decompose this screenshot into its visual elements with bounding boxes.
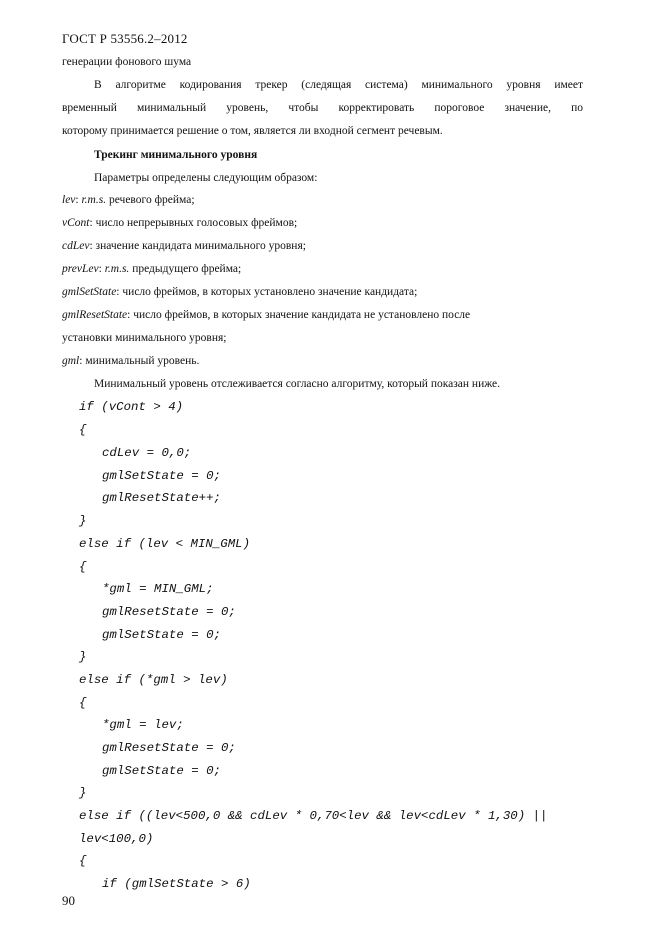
- code-line: {: [79, 560, 87, 574]
- code-line: else if ((lev<500,0 && cdLev * 0,70<lev && lev<cdLev * 1,30) ||: [79, 809, 548, 823]
- definition-item: [62, 286, 417, 298]
- code-line: }: [79, 650, 87, 664]
- definition-sep: :: [79, 355, 86, 367]
- code-line: {: [79, 423, 87, 437]
- paragraph1-line3: которому принимается решение о том, является ли входной сегмент речевым.: [62, 125, 443, 137]
- definition-item: [62, 263, 241, 275]
- definition-term: gmlResetState: [62, 309, 128, 321]
- section-heading: Трекинг минимального уровня: [94, 149, 258, 161]
- code-line: gmlSetState = 0;: [102, 628, 221, 642]
- definition-term2: r.m.s.: [81, 194, 107, 206]
- definition-term: cdLev: [62, 240, 90, 252]
- intro-line: генерации фонового шума: [62, 56, 192, 68]
- definition-term: gmlSetState: [62, 286, 117, 298]
- definition-desc: значение кандидата минимального уровня;: [95, 240, 306, 252]
- algorithm-intro: Минимальный уровень отслеживается согласно алгоритму, который показан ниже.: [94, 378, 501, 390]
- code-line: }: [79, 786, 87, 800]
- definition-item: [62, 217, 297, 229]
- definition-desc: минимальный уровень.: [85, 355, 200, 367]
- paragraph1-line2: временный минимальный уровень, чтобы корректировать пороговое значение, по: [62, 102, 583, 114]
- definition-item: [62, 309, 470, 321]
- paragraph1-line1: В алгоритме кодирования трекер (следящая система) минимального уровня имеет: [94, 79, 583, 91]
- code-line: if (vCont > 4): [79, 400, 184, 414]
- code-line: gmlResetState++;: [102, 491, 221, 505]
- definition-item: [62, 240, 306, 252]
- definition-desc: установки минимального уровня;: [62, 332, 227, 344]
- code-line: {: [79, 854, 87, 868]
- params-intro: Параметры определены следующим образом:: [94, 172, 318, 184]
- definition-item: [62, 194, 195, 206]
- definition-sep: :: [116, 286, 123, 298]
- definition-term: lev: [62, 194, 76, 206]
- code-line: else if (lev < MIN_GML): [79, 537, 251, 551]
- code-line: gmlSetState = 0;: [102, 764, 221, 778]
- definition-sep: :: [98, 263, 105, 275]
- code-line: *gml = MIN_GML;: [102, 582, 214, 596]
- definition-sep: :: [75, 194, 82, 206]
- definition-desc: число фреймов, в которых значение кандидата не установлено после: [133, 309, 471, 321]
- code-line: *gml = lev;: [102, 718, 184, 732]
- definition-term: prevLev: [62, 263, 99, 275]
- code-line: lev<100,0): [79, 832, 154, 846]
- definition-desc: число непрерывных голосовых фреймов;: [95, 217, 298, 229]
- definition-sep: :: [89, 217, 96, 229]
- definition-item: [62, 332, 226, 344]
- code-line: else if (*gml > lev): [79, 673, 228, 687]
- document-header: ГОСТ Р 53556.2–2012: [62, 31, 188, 46]
- code-line: gmlSetState = 0;: [102, 469, 221, 483]
- definition-desc: речевого фрейма;: [106, 194, 195, 206]
- definition-sep: :: [127, 309, 134, 321]
- code-line: }: [79, 514, 87, 528]
- code-line: if (gmlSetState > 6): [102, 877, 251, 891]
- definition-term: gml: [62, 355, 80, 367]
- code-line: gmlResetState = 0;: [102, 605, 236, 619]
- definition-desc: предыдущего фрейма;: [129, 263, 242, 275]
- definition-desc: число фреймов, в которых установлено значение кандидата;: [122, 286, 418, 298]
- definition-term2: r.m.s.: [104, 263, 130, 275]
- code-line: {: [79, 696, 87, 710]
- code-line: cdLev = 0,0;: [102, 446, 192, 460]
- definition-sep: :: [89, 240, 96, 252]
- code-line: gmlResetState = 0;: [102, 741, 236, 755]
- page-number: 90: [62, 893, 75, 908]
- definition-term: vCont: [62, 217, 90, 229]
- definition-item: [62, 355, 199, 367]
